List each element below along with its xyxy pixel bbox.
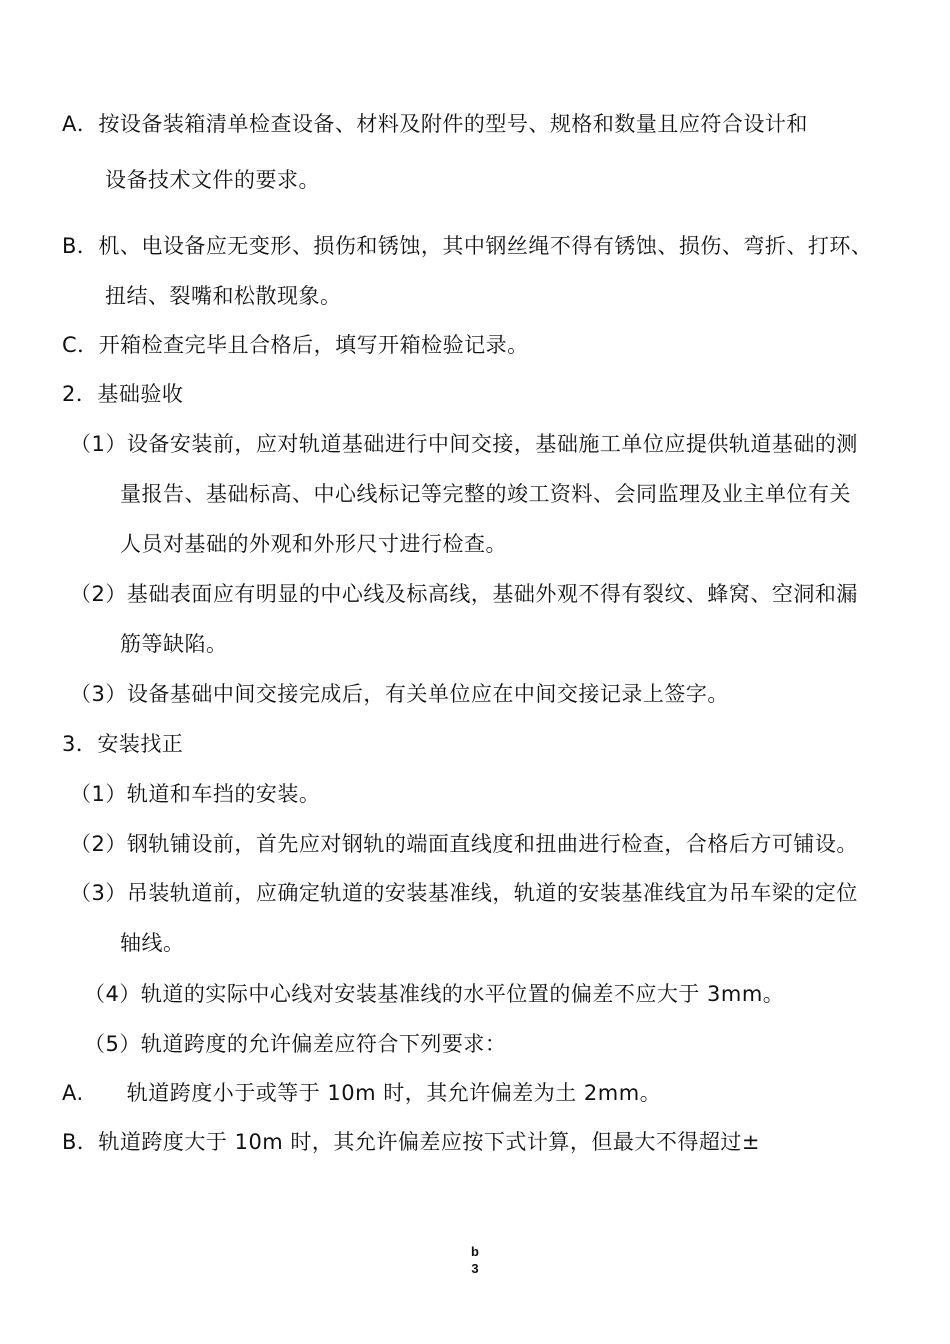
paragraph-line: （3）设备基础中间交接完成后，有关单位应在中间交接记录上签字。: [70, 682, 729, 706]
section-heading: 3．安装找正: [62, 732, 184, 756]
paragraph-line: A．按设备装箱清单检查设备、材料及附件的型号、规格和数量且应符合设计和: [62, 112, 808, 136]
paragraph-line: 扭结、裂嘴和松散现象。: [105, 284, 342, 308]
section-heading: 2．基础验收: [62, 382, 184, 406]
paragraph-line: B．轨道跨度大于 10m 时，其允许偏差应按下式计算，但最大不得超过±: [62, 1130, 761, 1154]
paragraph-line: （4）轨道的实际中心线对安装基准线的水平位置的偏差不应大于 3mm。: [84, 982, 785, 1006]
paragraph-line: （1）轨道和车挡的安装。: [70, 782, 321, 806]
footer-letter: b: [471, 1244, 479, 1259]
paragraph-line: （1）设备安装前，应对轨道基础进行中间交接，基础施工单位应提供轨道基础的测: [70, 432, 858, 456]
paragraph-line: （2）钢轨铺设前，首先应对钢轨的端面直线度和扭曲进行检查，合格后方可铺设。: [70, 832, 858, 856]
page-number: 3: [471, 1261, 479, 1276]
paragraph-line: （2）基础表面应有明显的中心线及标高线，基础外观不得有裂纹、蜂窝、空洞和漏: [70, 582, 858, 606]
paragraph-line: 筋等缺陷。: [120, 632, 228, 656]
paragraph-line: 设备技术文件的要求。: [105, 168, 320, 192]
paragraph-line: 人员对基础的外观和外形尺寸进行检查。: [120, 532, 507, 556]
paragraph-line: A. 轨道跨度小于或等于 10m 时，其允许偏差为土 2mm。: [62, 1081, 662, 1105]
paragraph-line: （5）轨道跨度的允许偏差应符合下列要求：: [84, 1032, 507, 1056]
paragraph-line: C．开箱检查完毕且合格后，填写开箱检验记录。: [62, 333, 529, 357]
paragraph-line: （3）吊装轨道前，应确定轨道的安装基准线，轨道的安装基准线宜为吊车梁的定位: [70, 881, 858, 905]
paragraph-line: B．机、电设备应无变形、损伤和锈蚀，其中钢丝绳不得有锈蚀、损伤、弯折、打环、: [62, 234, 873, 258]
paragraph-line: 轴线。: [120, 931, 185, 955]
paragraph-line: 量报告、基础标高、中心线标记等完整的竣工资料、会同监理及业主单位有关: [120, 482, 851, 506]
